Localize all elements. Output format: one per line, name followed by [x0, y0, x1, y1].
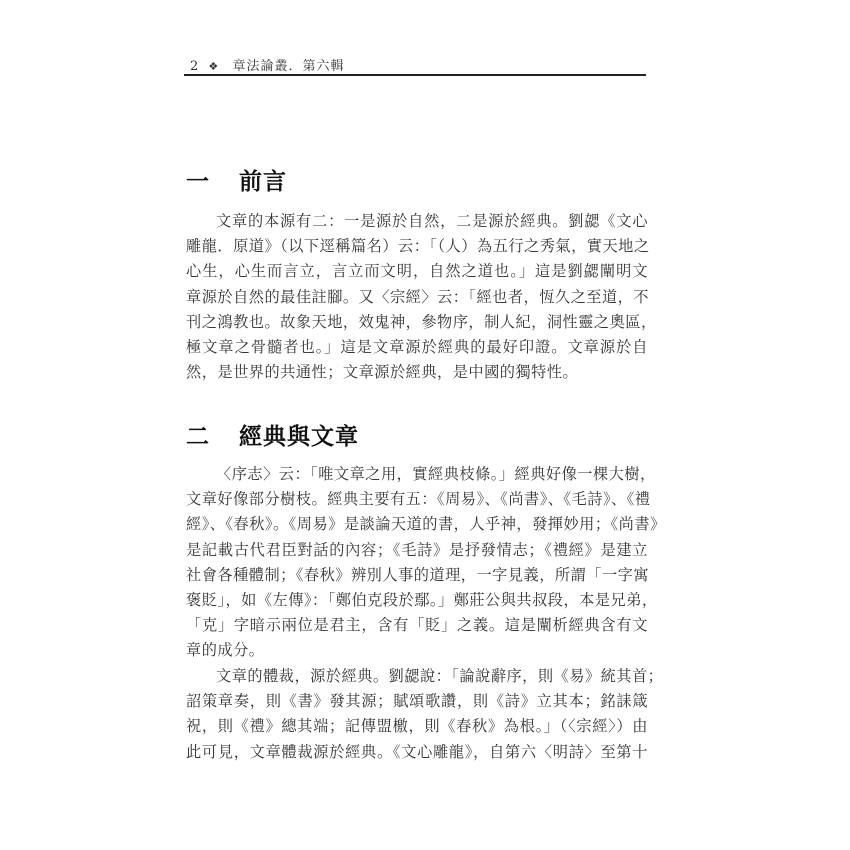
text-line: 經》、《春秋》。《周易》是談論天道的書，人乎神，發揮妙用；《尚書》 — [186, 515, 666, 534]
paragraph-classics — [186, 462, 666, 664]
text-line: 社會各種體制；《春秋》辨別人事的道理，一字見義，所謂「一字寓 — [186, 565, 650, 584]
text-line: 刊之鴻教也。故象天地，效鬼神，參物序，制人紀，洞性靈之奧區， — [186, 312, 657, 331]
page-number: 2 — [190, 59, 200, 74]
ornament-icon: ❖ — [208, 60, 220, 73]
text-line: 詔策章奏，則《書》發其源；賦頌歌讚，則《詩》立其本；銘誄箴 — [186, 692, 648, 711]
text-line: 是記載古代君臣對話的內容；《毛詩》是抒發情志；《禮經》是建立 — [186, 540, 648, 559]
running-head — [190, 55, 645, 74]
section-heading-2 — [186, 418, 359, 451]
text-line: 祝，則《禮》總其端；記傳盟檄，則《春秋》為根。」（〈宗經〉）由 — [186, 717, 648, 736]
section-title: 前言 — [239, 169, 288, 195]
header-rule — [184, 74, 646, 76]
text-line: 文章的體裁，源於經典。劉勰說：「論說辭序，則《易》統其首； — [216, 667, 664, 685]
text-line: 章源於自然的最佳註腳。又〈宗經〉云：「經也者，恆久之至道，不 — [186, 287, 650, 306]
section-number: 一 — [186, 169, 210, 195]
text-line: 極文章之骨髓者也。」這是文章源於經典的最好印證。文章源於自 — [186, 338, 648, 357]
text-line: 此可見，文章體裁源於經典。《文心雕龍》，自第六〈明詩〉至第十 — [186, 742, 648, 761]
text-line: 心生，心生而言立，言立而文明，自然之道也。」這是劉勰闡明文 — [186, 262, 648, 281]
text-line: 褒貶」，如《左傳》：「鄭伯克段於鄢。」鄭莊公與共叔段，本是兄弟， — [186, 591, 658, 610]
book-title: 章法論叢．第六輯 — [232, 59, 345, 74]
text-line: 文章的本源有二：一是源於自然，二是源於經典。劉勰《文心 — [216, 212, 648, 230]
paragraph-genres — [186, 664, 664, 765]
section-title: 經典與文章 — [239, 424, 360, 450]
text-line: 然，是世界的共通性；文章源於經典，是中國的獨特性。 — [186, 363, 579, 382]
paragraph-intro — [186, 209, 657, 385]
text-line: 雕龍．原道》（以下逕稱篇名）云：「（人）為五行之秀氣，實天地之 — [186, 237, 650, 256]
text-line: 「克」字暗示兩位是君主，含有「貶」之義。這是闡析經典含有文 — [186, 616, 648, 635]
section-number: 二 — [186, 424, 210, 450]
text-line: 〈序志〉云：「唯文章之用，實經典枝條。」經典好像一棵大樹， — [216, 465, 656, 483]
text-line: 文章好像部分樹枝。經典主要有五：《周易》、《尚書》、《毛詩》、《禮 — [186, 490, 651, 509]
text-line: 章的成分。 — [186, 641, 265, 660]
section-heading-1 — [186, 163, 287, 196]
